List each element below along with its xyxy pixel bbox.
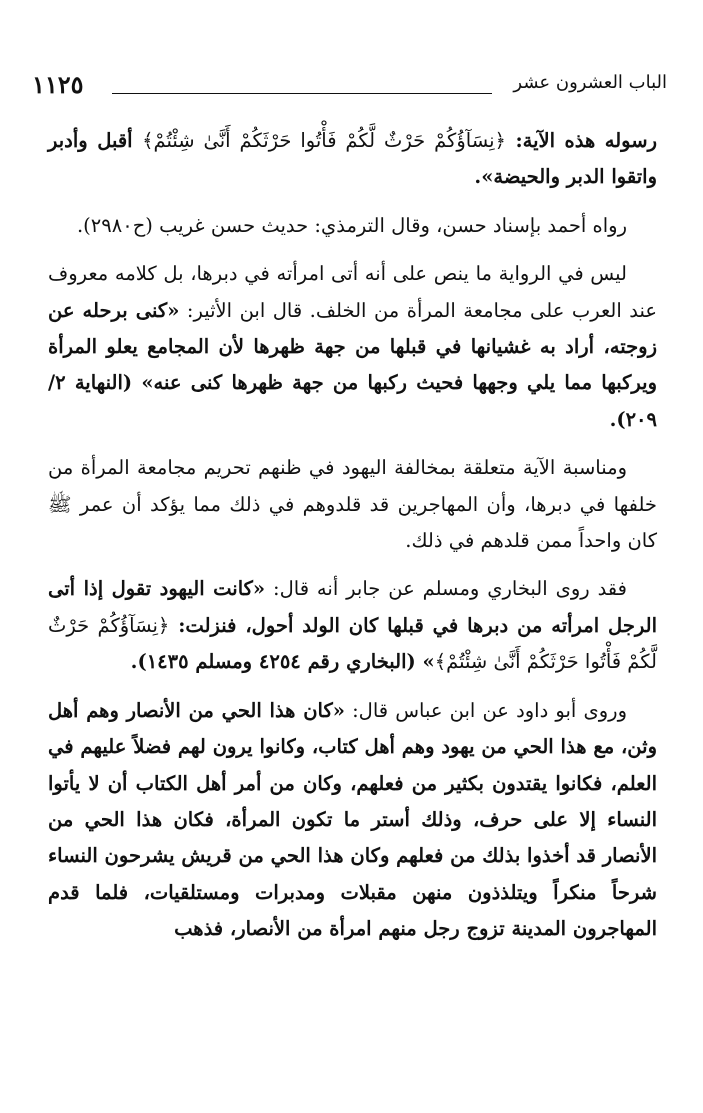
quran-verse-2: ﴿نِسَآؤُكُمْ حَرْثٌ لَّكُمْ فَأْتُوا حَرْثَكُمْ أَنَّىٰ شِئْتُمْ﴾ bbox=[48, 613, 657, 674]
paragraph-6 bbox=[48, 693, 657, 948]
paragraph-2: رواه أحمد بإسناد حسن، وقال الترمذي: حديث حسن غريب (ح٢٩٨٠). bbox=[76, 213, 627, 237]
paragraph-3-quote: «كنى برحله عن زوجته، أراد به غشيانها في قبلها من جهة ظهرها لأن المجامع يعلو المرأة ويركبها مما يلي وجهها فحيث ركبها من جهة ظهرها كنى عنه» (النهاية ٢/ ٢٠٩). bbox=[48, 298, 657, 431]
paragraph-5 bbox=[48, 571, 657, 680]
paragraph-3-text: ليس في الرواية ما ينص على أنه أتى امرأته في دبرها، بل كلامه معروف عند العرب على مجامعة المرأة من الخلف. قال ابن الأثير: bbox=[48, 262, 657, 322]
paragraph-5-text-a: فقد روى البخاري ومسلم عن جابر أنه قال: bbox=[265, 577, 627, 601]
page-body bbox=[48, 123, 657, 960]
page-header bbox=[32, 66, 667, 100]
paragraph-1-text-a: رسوله هذه الآية: bbox=[505, 129, 657, 152]
page-number: ١١٢٥ bbox=[32, 70, 84, 99]
paragraph-1-text-b: أقبل وأدبر واتقوا الدبر والحيضة». bbox=[48, 129, 657, 189]
paragraph-6-quote: «كان هذا الحي من الأنصار وهم أهل وثن، مع هذا الحي من يهود وهم أهل كتاب، وكانوا يرون لهم فضلاً عليهم في العلم، فكانوا يقتدون بكثير من فعلهم، وكان من أمر أهل الكتاب أن لا يأتوا النساء إلا على حرف، وذلك أستر ما تكون المرأة، فكان هذا الحي من الأنصار قد أخذوا بذلك من فعلهم وكان هذا الحي من قريش يشرحون النساء شرحاً منكراً ويتلذذون منهن مقبلات ومدبرات ومستلقيات، فلما قدم المهاجرون المدينة تزوج رجل منهم امرأة من الأنصار، فذهب bbox=[48, 698, 657, 941]
quran-verse: ﴿نِسَآؤُكُمْ حَرْثٌ لَّكُمْ فَأْتُوا حَرْثَكُمْ أَنَّىٰ شِئْتُمْ﴾ bbox=[142, 129, 506, 152]
paragraph-5-text-b: » (البخاري رقم ٤٢٥٤ ومسلم ١٤٣٥). bbox=[130, 650, 435, 674]
paragraph-1 bbox=[48, 123, 657, 196]
paragraph-3 bbox=[48, 256, 657, 438]
paragraph-5-quote: «كانت اليهود تقول إذا أتى الرجل امرأته من دبرها في قبلها كان الولد أحول، فنزلت: bbox=[48, 577, 657, 637]
chapter-title: الباب العشرون عشر bbox=[513, 72, 667, 93]
paragraph-6-text-a: وروى أبو داود عن ابن عباس قال: bbox=[344, 698, 627, 722]
paragraph-4: ومناسبة الآية متعلقة بمخالفة اليهود في ظنهم تحريم مجامعة المرأة من خلفها في دبرها، وأن المهاجرين قد قلدوهم في ذلك مما يؤكد أن عمر ﷺ كان واحداً ممن قلدهم في ذلك. bbox=[48, 456, 657, 553]
header-rule bbox=[112, 93, 492, 94]
